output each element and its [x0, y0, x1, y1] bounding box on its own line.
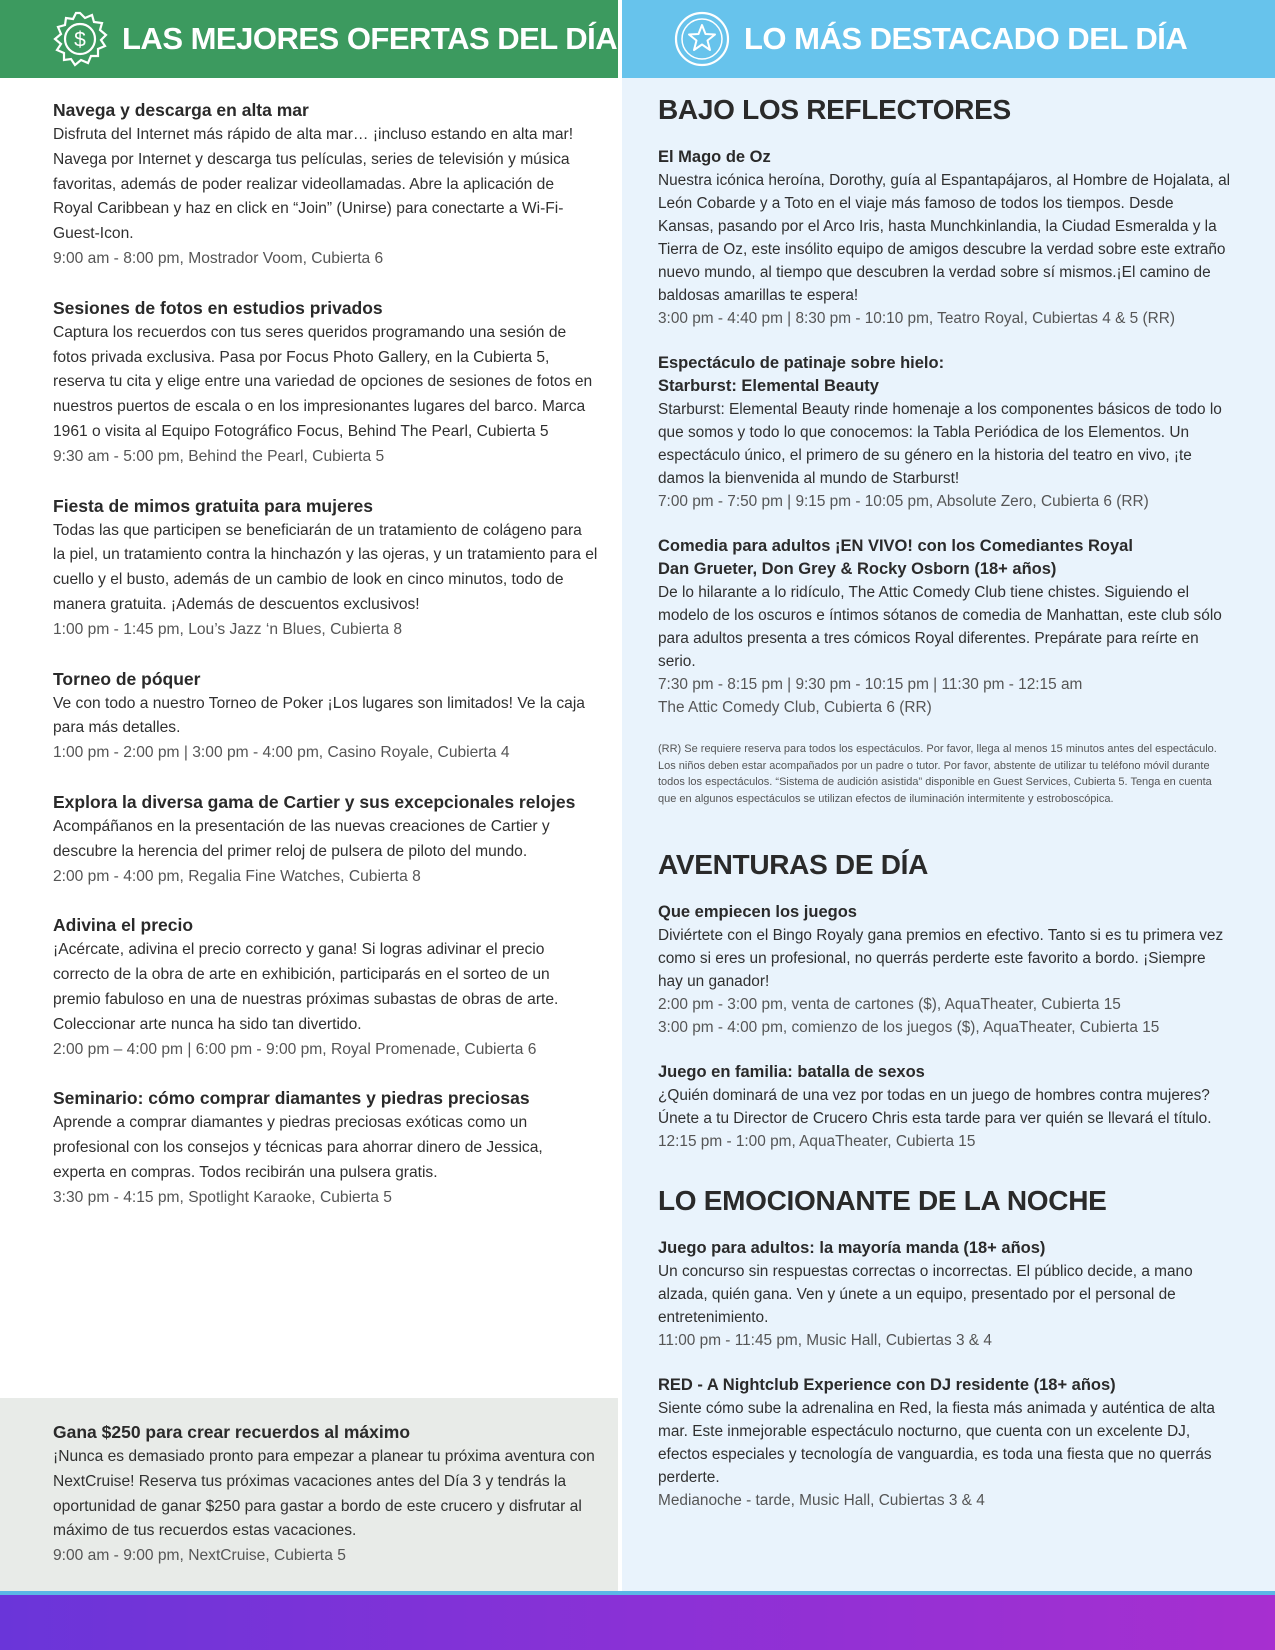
event-item [658, 1237, 1233, 1352]
offer-description: Todas las que participen se beneficiarán de un tratamiento de colágeno para la piel, un tratamiento contra la hinchazón y las ojeras, y un tratamiento para el cuello y el busto, además de un cambio de look en cinco minutos, todo de manera gratuita. ¡Además de descuentos exclusivos! [53, 521, 598, 613]
offer-title: Explora la diversa gama de Cartier y sus excepcionales relojes [53, 791, 576, 812]
offer-title: Fiesta de mimos gratuita para mujeres [53, 495, 373, 516]
offer-item [53, 494, 598, 643]
event-description: Diviértete con el Bingo Royaly gana premios en efectivo. Tanto si es tu primera vez como si eres un profesional, no querrás perderte este favorito a bordo. ¡Siempre hay un ganador! [658, 927, 1224, 990]
footer-bar [0, 1595, 1275, 1650]
svg-text:$: $ [74, 28, 86, 52]
event-description: Siente cómo sube la adrenalina en Red, la fiesta más animada y auténtica de alta mar. Este inmejorable espectáculo nocturno, que cuenta con un excelente DJ, efectos especiales y tecnología de vanguardia, es toda una fiesta que no querrás perderte. [658, 1400, 1215, 1486]
event-title: Juego para adultos: la mayoría manda (18+ años) [658, 1239, 1046, 1257]
offer-title: Torneo de póquer [53, 668, 201, 689]
event-description: ¿Quién dominará de una vez por todas en un juego de hombres contra mujeres? Únete a tu Director de Crucero Chris esta tarde para ver quién se llevará el título. [658, 1087, 1212, 1127]
event-title: Juego en familia: batalla de sexos [658, 1063, 925, 1081]
event-venue: The Attic Comedy Club, Cubierta 6 (RR) [658, 699, 932, 716]
event-item [658, 901, 1233, 1039]
right-highlights-list [658, 92, 1233, 1534]
event-description: Un concurso sin respuestas correctas o incorrectas. El público decide, a mano alzada, quién gana. Ven y únete a un equipo, presentado por el personal de entretenimiento. [658, 1263, 1193, 1326]
offer-item [53, 98, 598, 272]
offer-description: Captura los recuerdos con tus seres queridos programando una sesión de fotos privada exclusiva. Pasa por Focus Photo Gallery, en la Cubierta 5, reserva tu cita y elige entre una variedad de opciones de sesiones de fotos en nuestros puertos de escala o en los impresionantes lugares del barco. Marca 1961 o visita al Equipo Fotográfico Focus, Behind The Pearl, Cubierta 5 [53, 323, 593, 440]
event-schedule: Medianoche - tarde, Music Hall, Cubiertas 3 & 4 [658, 1492, 985, 1509]
offer-description: ¡Acércate, adivina el precio correcto y gana! Si logras adivinar el precio correcto de la obra de arte en exhibición, participarás en el sorteo de un premio fabuloso en una de nuestras próximas subastas de obras de arte. Coleccionar arte nunca ha sido tan divertido. [53, 941, 559, 1033]
offer-title: Sesiones de fotos en estudios privados [53, 297, 383, 318]
right-banner-title: LO MÁS DESTACADO DEL DÍA [744, 21, 1188, 56]
offer-title: Seminario: cómo comprar diamantes y piedras preciosas [53, 1088, 530, 1109]
event-schedule: 7:00 pm - 7:50 pm | 9:15 pm - 10:05 pm, Absolute Zero, Cubierta 6 (RR) [658, 493, 1149, 510]
offer-item [53, 790, 598, 889]
promo-box [0, 1398, 618, 1595]
event-subtitle: Dan Grueter, Don Grey & Rocky Osborn (18+ años) [658, 560, 1057, 578]
promo-schedule: 9:00 am - 9:00 pm, NextCruise, Cubierta 5 [53, 1547, 346, 1565]
event-title: Que empiecen los juegos [658, 903, 857, 921]
event-item [658, 146, 1233, 330]
offer-title: Navega y descarga en alta mar [53, 100, 309, 120]
section-title: BAJO LOS REFLECTORES [658, 94, 1011, 125]
star-badge-icon [674, 11, 730, 67]
offer-description: Disfruta del Internet más rápido de alta mar… ¡incluso estando en alta mar! Navega por Internet y descarga tus películas, series de televisión y música favoritas, además de poder realizar videollamadas. Abre la aplicación de Royal Caribbean y haz en click en “Join” (Unirse) para conectarte a Wi-Fi-Guest-Icon. [53, 126, 574, 243]
offer-schedule: 2:00 pm – 4:00 pm | 6:00 pm - 9:00 pm, Royal Promenade, Cubierta 6 [53, 1040, 537, 1058]
event-description: Nuestra icónica heroína, Dorothy, guía al Espantapájaros, al Hombre de Hojalata, al León Cobarde y a Toto en el viaje más famoso de todos los tiempos. Desde Kansas, pasando por el Arco Iris, hasta Munchkinlandia, la Ciudad Esmeralda y la Tierra de Oz, este insólito equipo de amigos descubre la verdad sobre este extraño nuevo mundo, al tiempo que descubren la verdad sobre sí mismos.¡El camino de baldosas amarillas te espera! [658, 172, 1231, 304]
offer-description: Acompáñanos en la presentación de las nuevas creaciones de Cartier y descubre la herencia del primer reloj de pulsera de piloto del mundo. [53, 817, 550, 860]
offer-title: Adivina el precio [53, 915, 194, 936]
offer-schedule: 9:00 am - 8:00 pm, Mostrador Voom, Cubierta 6 [53, 249, 384, 267]
event-subtitle: Starburst: Elemental Beauty [658, 377, 879, 395]
left-banner [0, 0, 618, 78]
event-title: Espectáculo de patinaje sobre hielo: [658, 354, 945, 372]
section-title: LO EMOCIONANTE DE LA NOCHE [658, 1185, 1107, 1216]
event-title: RED - A Nightclub Experience con DJ residente (18+ años) [658, 1376, 1116, 1394]
left-offers-list [53, 98, 598, 1235]
right-banner [622, 0, 1275, 78]
event-item [658, 1061, 1233, 1153]
offer-description: Ve con todo a nuestro Torneo de Poker ¡Los lugares son limitados! Ve la caja para más detalles. [53, 694, 585, 737]
event-item [658, 352, 1233, 513]
offer-item [53, 667, 598, 766]
offer-item [53, 296, 598, 470]
event-item [658, 1374, 1233, 1512]
event-schedule-2: 3:00 pm - 4:00 pm, comienzo de los juegos ($), AquaTheater, Cubierta 15 [658, 1019, 1160, 1036]
event-schedule: 12:15 pm - 1:00 pm, AquaTheater, Cubierta 15 [658, 1133, 976, 1150]
offer-schedule: 2:00 pm - 4:00 pm, Regalia Fine Watches, Cubierta 8 [53, 867, 421, 885]
dollar-badge-icon [52, 11, 108, 67]
reservation-note: (RR) Se requiere reserva para todos los espectáculos. Por favor, llega al menos 15 minutos antes del espectáculo. Los niños deben estar acompañados por un padre o tutor. Por favor, abstente de utilizar tu teléfono móvil durante todos los espectáculos. “Sistema de audición asistida” disponible en Guest Services, Cubierta 5. Tenga en cuenta que en algunos espectáculos se utilizan efectos de iluminación intermitente y estroboscópica. [658, 743, 1217, 805]
offer-schedule: 1:00 pm - 1:45 pm, Lou’s Jazz ‘n Blues, Cubierta 8 [53, 620, 403, 638]
offer-schedule: 9:30 am - 5:00 pm, Behind the Pearl, Cubierta 5 [53, 447, 385, 465]
event-schedule: 7:30 pm - 8:15 pm | 9:30 pm - 10:15 pm | 11:30 pm - 12:15 am [658, 676, 1083, 693]
event-title: Comedia para adultos ¡EN VIVO! con los Comediantes Royal [658, 537, 1133, 555]
event-schedule: 11:00 pm - 11:45 pm, Music Hall, Cubiertas 3 & 4 [658, 1332, 992, 1349]
event-schedule: 2:00 pm - 3:00 pm, venta de cartones ($), AquaTheater, Cubierta 15 [658, 996, 1121, 1013]
offer-item [53, 1086, 598, 1210]
offer-schedule: 3:30 pm - 4:15 pm, Spotlight Karaoke, Cubierta 5 [53, 1188, 392, 1206]
event-schedule: 3:00 pm - 4:40 pm | 8:30 pm - 10:10 pm, Teatro Royal, Cubiertas 4 & 5 (RR) [658, 310, 1175, 327]
event-description: Starburst: Elemental Beauty rinde homenaje a los componentes básicos de todo lo que somos y todo lo que conocemos: la Tabla Periódica de los Elementos. Un espectáculo único, el primero de su género en la historia del teatro en vivo, ¡te damos la bienvenida al mundo de Starburst! [658, 401, 1222, 487]
offer-item [53, 913, 598, 1062]
left-banner-title: LAS MEJORES OFERTAS DEL DÍA [122, 21, 618, 56]
offer-description: Aprende a comprar diamantes y piedras preciosas exóticas como un profesional con los consejos y técnicas para ahorrar dinero de Jessica, experta en compras. Todos recibirán una pulsera gratis. [53, 1114, 543, 1181]
event-title: El Mago de Oz [658, 148, 771, 166]
offer-schedule: 1:00 pm - 2:00 pm | 3:00 pm - 4:00 pm, Casino Royale, Cubierta 4 [53, 744, 510, 762]
promo-title: Gana $250 para crear recuerdos al máximo [53, 1422, 411, 1442]
section-title: AVENTURAS DE DÍA [658, 849, 929, 880]
event-description: De lo hilarante a lo ridículo, The Attic Comedy Club tiene chistes. Siguiendo el modelo de los oscuros e íntimos sótanos de comedia de Manhattan, este club sólo para adultos presenta a tres cómicos Royal diferentes. Prepárate para reírte en serio. [658, 584, 1222, 670]
promo-description: ¡Nunca es demasiado pronto para empezar a planear tu próxima aventura con NextCruise! Reserva tus próximas vacaciones antes del Día 3 y tendrás la oportunidad de ganar $250 para gastar a bordo de este crucero y disfrutar al máximo de tus recuerdos estas vacaciones. [53, 1448, 595, 1540]
event-item [658, 535, 1233, 719]
